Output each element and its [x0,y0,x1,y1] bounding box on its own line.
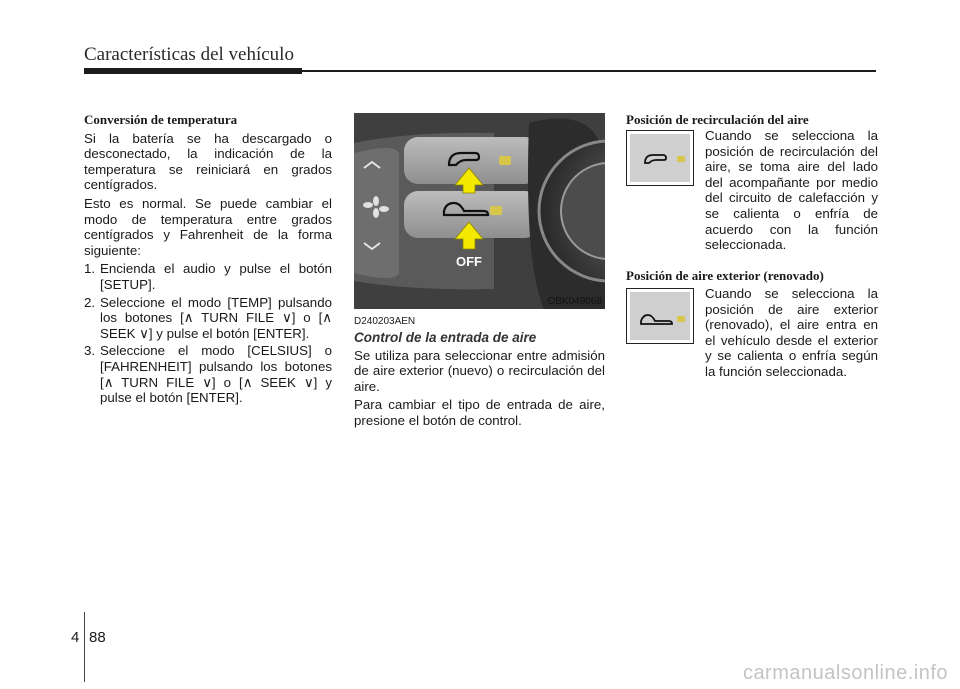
climate-panel-illustration [354,113,605,309]
step-text: Seleccione el modo [CELSIUS] o [FAHRENHEIT] pulsando los botones [∧ TURN FILE ∨] o [∧ SEEK ∨] y pulse el botón [ENTER]. [100,343,332,406]
temperature-para-1: Si la batería se ha descargado o desconectado, la indicación de la temperatura se reiniciará en grados centígrados. [84,130,332,193]
air-intake-title: Control de la entrada de aire [354,330,537,345]
step-text: Seleccione el modo [TEMP] pulsando los botones [∧ TURN FILE ∨] o [∧ SEEK ∨] y pulse el botón [ENTER]. [100,294,332,341]
off-label: OFF [456,254,482,269]
step-number: 1. [84,261,96,277]
fresh-air-symbol-icon [627,289,693,343]
step-item [84,295,332,342]
header-rule-thin [302,70,876,72]
recirculation-indicator-icon [499,156,511,165]
recirculation-symbol-icon [627,131,693,185]
temperature-para-2: Esto es normal. Se puede cambiar el modo de temperatura entre grados centígrados y Fahrenheit de la forma siguiente: [84,195,332,258]
column-temperature-conversion [84,112,332,408]
step-item [84,261,332,292]
fresh-air-icon-box [626,288,694,344]
page-number: 88 [89,629,106,646]
air-intake-para-1: Se utiliza para seleccionar entre admisión de aire exterior (nuevo) o recirculación del aire. [354,347,605,394]
header-rule-thick [84,68,302,74]
page-header-title: Características del vehículo [84,44,294,65]
recirculation-text: Cuando se selecciona la posición de recirculación del aire, se toma aire del lado del acompañante por medio del circuito de calefacción y se calienta o enfría de acuerdo con la función seleccionada. [705,128,878,253]
fresh-air-text: Cuando se selecciona la posición de aire exterior (renovado), el aire entra en el vehículo desde el exterior y se calienta o enfría según la función seleccionada. [705,286,878,379]
recirculation-icon-box [626,130,694,186]
step-number: 3. [84,343,96,359]
footer-divider [84,612,85,682]
section-number: 4 [71,629,80,646]
fresh-air-indicator-icon [490,206,502,215]
section-code: D240203AEN [354,316,416,327]
figure-caption: OBK049068 [547,296,602,307]
fresh-air-heading: Posición de aire exterior (renovado) [626,268,824,283]
step-number: 2. [84,294,96,310]
column-air-intake [354,330,605,432]
step-item [84,343,332,405]
temperature-conversion-heading: Conversión de temperatura [84,112,238,127]
step-text: Encienda el audio y pulse el botón [SETUP]. [100,261,332,292]
climate-panel-figure [354,113,605,309]
air-intake-para-2: Para cambiar el tipo de entrada de aire, presione el botón de control. [354,397,605,428]
watermark: carmanualsonline.info [742,662,948,684]
recirculation-heading: Posición de recirculación del aire [626,112,809,127]
